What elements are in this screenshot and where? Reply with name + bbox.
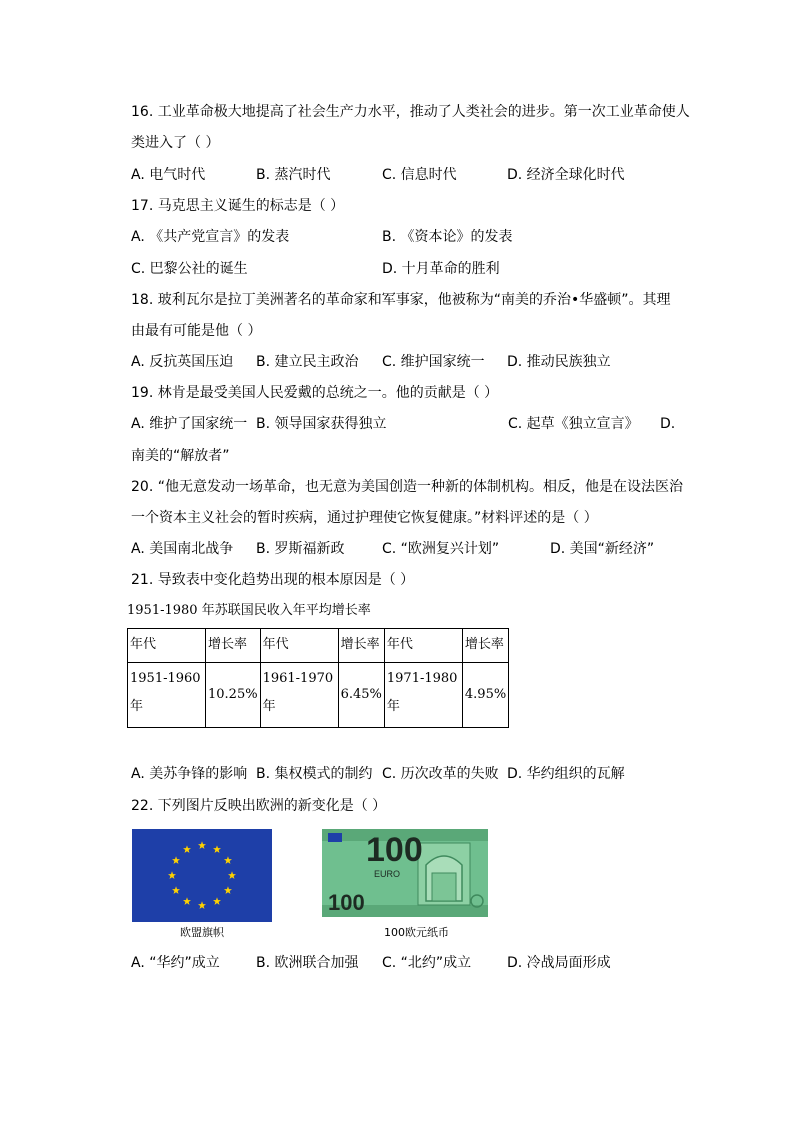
header-decade-1: 年代 [128, 629, 206, 663]
q18-stem-line2: 由最有可能是他（ ） [131, 323, 262, 339]
euro-banknote-image [322, 829, 488, 917]
header-decade-2: 年代 [260, 629, 338, 663]
q22-stem-line1: 22. 下列图片反映出欧洲的新变化是（ ） [131, 798, 387, 814]
q19-option-b[interactable]: B. 领导国家获得独立 [256, 416, 387, 432]
q17-option-d[interactable]: D. 十月革命的胜利 [382, 261, 500, 277]
q21-option-c[interactable]: C. 历次改革的失败 [382, 766, 499, 782]
q19-option-c[interactable]: C. 起草《独立宣言》 [508, 416, 639, 432]
q22-option-d[interactable]: D. 冷战局面形成 [507, 955, 611, 971]
q17-option-c[interactable]: C. 巴黎公社的诞生 [131, 261, 248, 277]
q17-stem-line1: 17. 马克思主义诞生的标志是（ ） [131, 198, 345, 214]
q21-option-d[interactable]: D. 华约组织的瓦解 [507, 766, 625, 782]
q18-option-b[interactable]: B. 建立民主政治 [256, 354, 359, 370]
header-decade-3: 年代 [384, 629, 462, 663]
caption-euro-note: 100欧元纸币 [384, 926, 449, 939]
q20-option-a[interactable]: A. 美国南北战争 [131, 541, 234, 557]
cell-rate-1971: 4.95% [462, 663, 508, 728]
cell-decade-1951: 1951-1960 年 [128, 663, 206, 728]
growth-rate-table [127, 628, 509, 728]
eu-flag-image [132, 829, 272, 922]
table-row [128, 663, 509, 728]
q22-option-c[interactable]: C. “北约”成立 [382, 955, 472, 971]
q18-option-a[interactable]: A. 反抗英国压迫 [131, 354, 234, 370]
table-title: 1951-1980 年苏联国民收入年平均增长率 [127, 603, 371, 618]
banknote-denomination-small: 100 [328, 890, 365, 915]
q17-option-a[interactable]: A. 《共产党宣言》的发表 [131, 229, 290, 245]
q21-option-a[interactable]: A. 美苏争锋的影响 [131, 766, 248, 782]
header-rate-1: 增长率 [206, 629, 261, 663]
cell-rate-1961: 6.45% [338, 663, 384, 728]
q20-option-d[interactable]: D. 美国“新经济” [550, 541, 655, 557]
q19-option-d-continued: 南美的“解放者” [131, 448, 230, 464]
q22-option-b[interactable]: B. 欧洲联合加强 [256, 955, 359, 971]
q20-stem-line2: 一个资本主义社会的暂时疾病，通过护理使它恢复健康。”材料评述的是（ ） [131, 510, 598, 526]
header-rate-3: 增长率 [462, 629, 508, 663]
q19-option-a[interactable]: A. 维护了国家统一 [131, 416, 248, 432]
q16-option-d[interactable]: D. 经济全球化时代 [507, 167, 625, 183]
q16-option-c[interactable]: C. 信息时代 [382, 167, 457, 183]
q19-stem-line1: 19. 林肯是最受美国人民爱戴的总统之一。他的贡献是（ ） [131, 385, 499, 401]
q18-stem-line1: 18. 玻利瓦尔是拉丁美洲著名的革命家和军事家，他被称为“南美的乔治•华盛顿”。其理 [131, 292, 671, 308]
banknote-euro-label: EURO [374, 869, 401, 879]
q18-option-d[interactable]: D. 推动民族独立 [507, 354, 611, 370]
q21-stem-line1: 21. 导致表中变化趋势出现的根本原因是（ ） [131, 572, 415, 588]
caption-eu-flag: 欧盟旗帜 [180, 926, 224, 939]
q16-option-b[interactable]: B. 蒸汽时代 [256, 167, 331, 183]
q22-option-a[interactable]: A. “华约”成立 [131, 955, 220, 971]
q19-option-d[interactable]: D. [660, 416, 676, 432]
cell-decade-1971: 1971-1980 年 [384, 663, 462, 728]
q16-option-a[interactable]: A. 电气时代 [131, 167, 206, 183]
eu-stars-icon [132, 829, 272, 922]
q20-option-b[interactable]: B. 罗斯福新政 [256, 541, 345, 557]
q20-stem-line1: 20. “他无意发动一场革命，也无意为美国创造一种新的体制机构。相反，他是在设法医治 [131, 479, 683, 495]
q16-stem-line1: 16. 工业革命极大地提高了社会生产力水平，推动了人类社会的进步。第一次工业革命使人 [131, 104, 690, 120]
q17-option-b[interactable]: B. 《资本论》的发表 [382, 229, 513, 245]
q18-option-c[interactable]: C. 维护国家统一 [382, 354, 485, 370]
q16-stem-line2: 类进入了（ ） [131, 135, 220, 151]
q20-option-c[interactable]: C. “欧洲复兴计划” [382, 541, 500, 557]
cell-rate-1951: 10.25% [206, 663, 261, 728]
header-rate-2: 增长率 [338, 629, 384, 663]
banknote-denomination-large: 100 [366, 831, 423, 869]
cell-decade-1961: 1961-1970 年 [260, 663, 338, 728]
table-header-row [128, 629, 509, 663]
q21-option-b[interactable]: B. 集权模式的制约 [256, 766, 373, 782]
